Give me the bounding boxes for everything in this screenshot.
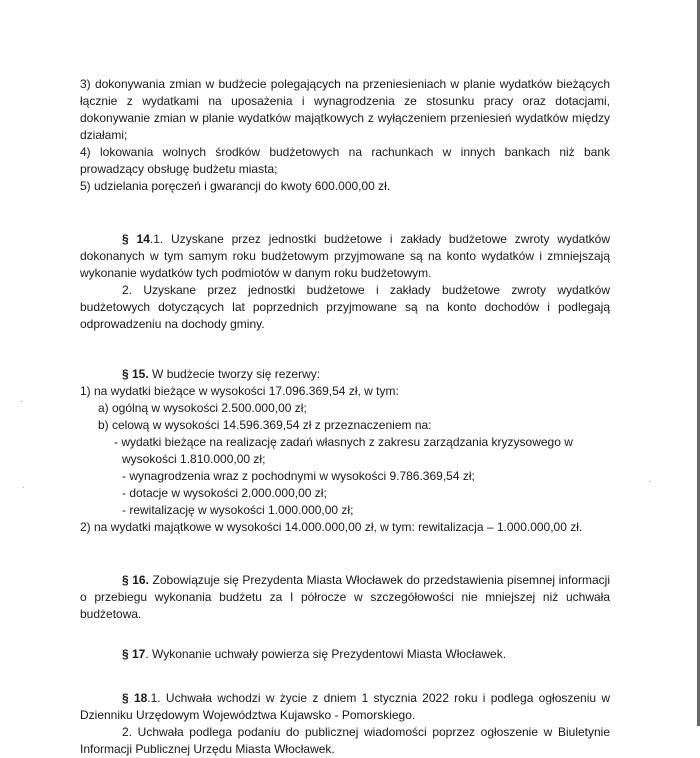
section-17 (80, 646, 610, 663)
reserve-item-1a: a) ogólną w wysokości 2.500.000,00 zł; (98, 401, 307, 415)
section-mark: § 18 (122, 691, 148, 705)
section-14-paragraph-2: 2. Uzyskane przez jednostki budżetowe i zakłady budżetowe zwroty wydatków budżetowych dotyczących lat poprzednich przyjmowane są na konto dochodów i podlegają odprowadzeniu na dochody gminy. (80, 283, 610, 331)
section-mark: § 16. (122, 573, 149, 587)
reserve-item-1b: b) celową w wysokości 14.596.369,54 zł z przeznaczeniem na: (98, 418, 432, 432)
section-17-paragraph (80, 646, 610, 663)
paragraph-text: Zobowiązuje się Prezydenta Miasta Włocławek do przedstawienia pisemnej informacji o przebiegu wykonania budżetu za I półrocze w szczegółowości nie mniejszej niż uchwała budżetowa. (80, 573, 610, 621)
list-item-5: 5) udzielania poręczeń i gwarancji do kwoty 600.000,00 zł. (80, 179, 391, 193)
list-item-4: 4) lokowania wolnych środków budżetowych na rachunkach w innych bankach niż bank prowadzący obsługę budżetu miasta; (80, 145, 610, 176)
section-15 (80, 366, 610, 536)
section-18-paragraph-2: 2. Uchwała podlega podaniu do publicznej wiadomości poprzez ogłoszenie w Biuletynie Informacji Publicznej Urzędu Miasta Włocławek. (80, 725, 610, 756)
document-body (80, 76, 610, 758)
section-mark: § 14 (122, 232, 150, 246)
section-14 (80, 231, 610, 333)
paragraph-text: . Wykonanie uchwały powierza się Prezydentowi Miasta Włocławek. (145, 647, 507, 661)
section-16-paragraph (80, 572, 610, 623)
section-13-continuation (80, 76, 610, 195)
section-18-paragraph-1 (80, 690, 610, 724)
reserve-item-1: 1) na wydatki bieżące w wysokości 17.096.369,54 zł, w tym: (80, 384, 399, 398)
reserve-dash-item: - rewitalizację w wysokości 1.000.000,00 zł; (122, 503, 354, 517)
paragraph-text: .1. Uchwała wchodzi w życie z dniem 1 stycznia 2022 roku i podlega ogłoszeniu w Dzienniku Urzędowym Województwa Kujawsko - Pomorskiego. (80, 691, 610, 722)
scan-speck: · (22, 482, 26, 493)
reserve-item-2: 2) na wydatki majątkowe w wysokości 14.000.000,00 zł, w tym: rewitalizacja – 1.000.000,00 zł. (80, 520, 583, 534)
paragraph-text: W budżecie tworzy się rezerwy: (148, 367, 321, 381)
reserve-dash-item: - wydatki bieżące na realizację zadań własnych z zakresu zarządzania kryzysowego w wysokości 1.810.000,00 zł; (114, 435, 573, 466)
scan-speck: · (648, 476, 652, 487)
scan-speck: · (20, 396, 24, 407)
reserve-dash-item: - wynagrodzenia wraz z pochodnymi w wysokości 9.786.369,54 zł; (122, 469, 475, 483)
section-16 (80, 572, 610, 623)
paragraph-text: .1. Uzyskane przez jednostki budżetowe i zakłady budżetowe zwroty wydatków dokonanych w tym samym roku budżetowym przyjmowane są na konto wydatków i zmniejszają wykonanie wydatków tych podmiotów w danym roku budżetowym. (80, 232, 610, 280)
section-mark: § 17 (122, 647, 146, 661)
section-18 (80, 690, 610, 758)
list-item-3: 3) dokonywania zmian w budżecie polegających na przeniesieniach w planie wydatków bieżących łącznie z wydatkami na uposażenia i wynagrodzenia ze stosunku pracy oraz dotacjami, dokonywanie zmian w planie wydatków majątkowych z wyłączeniem przeniesień wydatków między działami; (80, 77, 610, 142)
reserve-dash-item: - dotacje w wysokości 2.000.000,00 zł; (122, 486, 327, 500)
section-14-paragraph-1 (80, 231, 610, 282)
section-mark: § 15. (122, 367, 149, 381)
section-15-intro (80, 366, 610, 383)
